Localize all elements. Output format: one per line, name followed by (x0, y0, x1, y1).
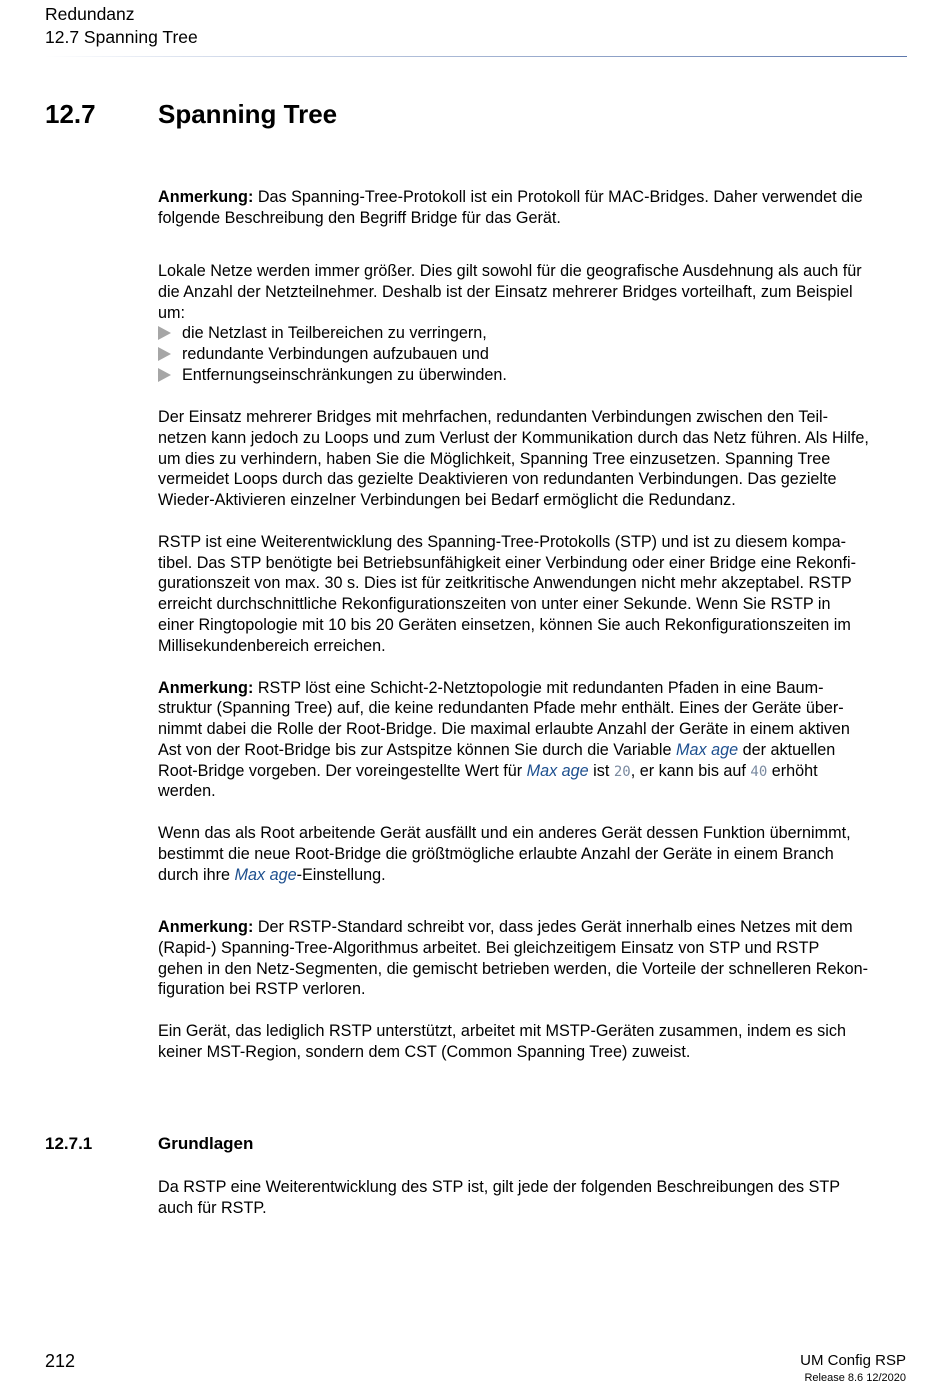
note-3-line-2: (Rapid-) Spanning-Tree-Algorithmus arbeitet. Bei gleichzeitigem Einsatz von STP und RSTP (158, 939, 820, 957)
paragraph-2-line-5: Wieder-Aktivieren einzelner Verbindungen bei Bedarf ermöglicht die Redundanz. (158, 491, 736, 509)
subsection-title: Grundlagen (158, 1134, 254, 1153)
note-2-line-2: struktur (Spanning Tree) auf, die keine redundanten Pfade mehr enthält. Eines der Geräte über- (158, 699, 844, 717)
paragraph-3-line-4: erreicht durchschnittliche Rekonfigurationszeiten von unter einer Sekunde. Wenn Sie RSTP in (158, 595, 831, 613)
note-label: Anmerkung: (158, 918, 254, 936)
running-header-chapter: Redundanz (45, 4, 135, 24)
running-header-section: 12.7 Spanning Tree (45, 27, 198, 47)
note-1-line-2: folgende Beschreibung den Begriff Bridge für das Gerät. (158, 209, 561, 227)
triangle-bullet-icon (158, 326, 171, 340)
paragraph-1-line-2: die Anzahl der Netzteilnehmer. Deshalb ist der Einsatz mehrerer Bridges vorteilhaft, zum Beispiel (158, 283, 853, 301)
triangle-bullet-icon (158, 368, 171, 382)
paragraph-6-line-2: auch für RSTP. (158, 1199, 267, 1217)
bullet-item: die Netzlast in Teilbereichen zu verringern, (158, 323, 487, 344)
note-label: Anmerkung: (158, 188, 254, 206)
paragraph-3-line-2: tibel. Das STP benötigte bei Betriebsunfähigkeit einer Verbindung oder einer Bridge eine Rekonfi- (158, 554, 856, 572)
paragraph-4-line-1: Wenn das als Root arbeitende Gerät ausfällt und ein anderes Gerät dessen Funktion übernimmt, (158, 824, 851, 842)
paragraph-1-line-3: um: (158, 304, 185, 322)
default-value: 20 (613, 764, 631, 780)
paragraph-1-line-1: Lokale Netze werden immer größer. Dies gilt sowohl für die geografische Ausdehnung als auch für (158, 262, 862, 280)
note-2-line-1: Anmerkung: RSTP löst eine Schicht-2-Netztopologie mit redundanten Pfaden in eine Baum- (158, 679, 824, 697)
page-number: 212 (45, 1351, 76, 1371)
maximum-value: 40 (750, 764, 768, 780)
paragraph-3-line-3: gurationszeit von max. 30 s. Dies ist für zeitkritische Anwendungen nicht mehr akzeptabel. RSTP (158, 574, 852, 592)
paragraph-5-line-2: keiner MST-Region, sondern dem CST (Common Spanning Tree) zuweist. (158, 1043, 691, 1061)
paragraph-5-line-1: Ein Gerät, das lediglich RSTP unterstützt, arbeitet mit MSTP-Geräten zusammen, indem es sich (158, 1022, 846, 1040)
paragraph-2-line-1: Der Einsatz mehrerer Bridges mit mehrfachen, redundanten Verbindungen zwischen den Teil- (158, 408, 829, 426)
note-2-line-6: werden. (158, 782, 216, 800)
paragraph-3-line-1: RSTP ist eine Weiterentwicklung des Spanning-Tree-Protokolls (STP) und ist zu diesem kompa- (158, 533, 846, 551)
note-2-line-4: Ast von der Root-Bridge bis zur Astspitze können Sie durch die Variable Max age der aktuellen (158, 741, 836, 759)
paragraph-2-line-4: vermeidet Loops durch das gezielte Deaktivieren von redundanten Verbindungen. Das gezielte (158, 470, 837, 488)
variable-max-age: Max age (234, 866, 297, 884)
triangle-bullet-icon (158, 347, 171, 361)
note-3-line-1: Anmerkung: Der RSTP-Standard schreibt vor, dass jedes Gerät innerhalb eines Netzes mit dem (158, 918, 853, 936)
footer-release: Release 8.6 12/2020 (804, 1372, 906, 1384)
paragraph-2-line-3: um dies zu verhindern, haben Sie die Möglichkeit, Spanning Tree einzusetzen. Spanning Tree (158, 450, 831, 468)
note-1-line-1: Anmerkung: Das Spanning-Tree-Protokoll ist ein Protokoll für MAC-Bridges. Daher verwendet die (158, 188, 863, 206)
note-label: Anmerkung: (158, 679, 254, 697)
note-3-line-4: figuration bei RSTP verloren. (158, 980, 366, 998)
note-2-line-3: nimmt dabei die Rolle der Root-Bridge. Die maximal erlaubte Anzahl der Geräte in einem aktiven (158, 720, 850, 738)
variable-max-age: Max age (675, 741, 739, 759)
section-title: Spanning Tree (158, 99, 338, 129)
header-rule (45, 56, 907, 57)
bullet-item: redundante Verbindungen aufzubauen und (158, 344, 489, 365)
note-3-line-3: gehen in den Netz-Segmenten, die gemischt betrieben werden, die Vorteile der schnelleren Rekon- (158, 960, 868, 978)
paragraph-3-line-6: Millisekundenbereich erreichen. (158, 637, 386, 655)
footer-doc-title: UM Config RSP (800, 1352, 906, 1369)
paragraph-4-line-3: durch ihre Max age-Einstellung. (158, 866, 386, 884)
paragraph-2-line-2: netzen kann jedoch zu Loops und zum Verlust der Kommunikation durch das Netz führen. Als Hilfe, (158, 429, 869, 447)
subsection-number: 12.7.1 (45, 1134, 93, 1153)
paragraph-6-line-1: Da RSTP eine Weiterentwicklung des STP ist, gilt jede der folgenden Beschreibungen des STP (158, 1178, 841, 1196)
variable-max-age: Max age (526, 762, 589, 780)
note-2-line-5: Root-Bridge vorgeben. Der voreingestellte Wert für Max age ist 20, er kann bis auf 40 erhöht (158, 762, 818, 780)
paragraph-4-line-2: bestimmt die neue Root-Bridge die größtmögliche erlaubte Anzahl der Geräte in einem Branch (158, 845, 834, 863)
bullet-item: Entfernungseinschränkungen zu überwinden. (158, 365, 507, 386)
section-number: 12.7 (45, 99, 96, 129)
paragraph-3-line-5: einer Ringtopologie mit 10 bis 20 Geräten einsetzen, können Sie auch Rekonfigurationszeiten im (158, 616, 851, 634)
